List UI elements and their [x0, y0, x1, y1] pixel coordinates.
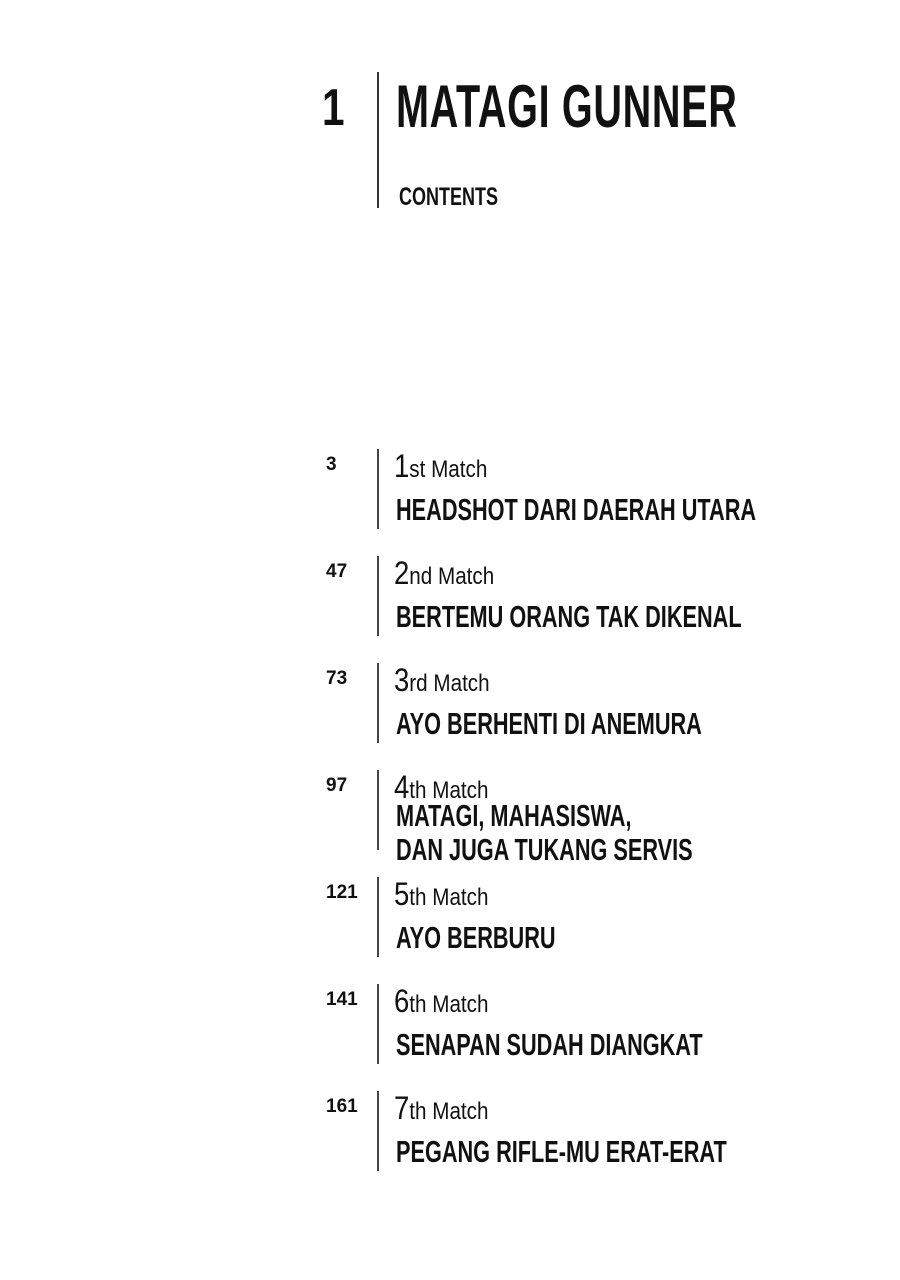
chapter-title-line: BERTEMU ORANG TAK DIKENAL	[396, 599, 742, 634]
match-suffix: st Match	[409, 456, 488, 483]
match-suffix: th Match	[409, 777, 489, 804]
chapter-title-line: HEADSHOT DARI DAERAH UTARA	[396, 492, 757, 527]
match-number: 6	[394, 983, 410, 1019]
chapter-title	[396, 1135, 727, 1169]
entry-divider	[377, 1091, 379, 1171]
page-number: 47	[326, 561, 348, 582]
chapter-title-line: SENAPAN SUDAH DIANGKAT	[396, 1027, 703, 1062]
chapter-title-line: DAN JUGA TUKANG SERVIS	[396, 832, 693, 867]
chapter-title	[396, 493, 756, 527]
chapter-title	[396, 799, 693, 867]
chapter-title-line: MATAGI, MAHASISWA,	[396, 798, 632, 833]
match-label	[394, 448, 487, 488]
page-number: 121	[326, 882, 358, 903]
match-number: 4	[394, 769, 410, 805]
chapter-title	[396, 707, 702, 741]
chapter-title	[396, 600, 742, 634]
match-suffix: th Match	[409, 884, 489, 911]
entry-divider	[377, 877, 379, 957]
volume-number: 1	[322, 79, 345, 137]
toc-entry[interactable]	[0, 1090, 900, 1170]
chapter-title-line: PEGANG RIFLE-MU ERAT-ERAT	[396, 1134, 727, 1169]
match-number: 2	[394, 555, 410, 591]
contents-header	[0, 0, 900, 240]
page-number: 97	[326, 775, 348, 796]
toc-entry[interactable]	[0, 662, 900, 742]
match-suffix: rd Match	[409, 670, 490, 697]
entry-divider	[377, 449, 379, 529]
chapter-title-line: AYO BERHENTI DI ANEMURA	[396, 706, 702, 741]
page-number: 3	[326, 454, 337, 475]
page-number: 161	[326, 1096, 358, 1117]
match-number: 5	[394, 876, 410, 912]
match-label	[394, 983, 488, 1023]
toc-entry[interactable]	[0, 448, 900, 528]
toc-entry[interactable]	[0, 769, 900, 867]
page-number: 73	[326, 668, 348, 689]
entry-divider	[377, 984, 379, 1064]
match-number: 1	[394, 448, 410, 484]
toc-entry[interactable]	[0, 876, 900, 956]
contents-label: CONTENTS	[399, 183, 498, 211]
entry-divider	[377, 770, 379, 850]
book-title: MATAGI GUNNER	[396, 73, 738, 140]
header-divider	[377, 72, 379, 208]
match-suffix: th Match	[409, 1098, 489, 1125]
page-number: 141	[326, 989, 358, 1010]
toc-entry[interactable]	[0, 555, 900, 635]
entry-divider	[377, 663, 379, 743]
match-suffix: nd Match	[409, 563, 495, 590]
entry-divider	[377, 556, 379, 636]
match-label	[394, 555, 494, 595]
chapter-title-line: AYO BERBURU	[396, 920, 556, 955]
match-number: 3	[394, 662, 410, 698]
match-suffix: th Match	[409, 991, 489, 1018]
chapter-title	[396, 1028, 703, 1062]
toc-entry[interactable]	[0, 983, 900, 1063]
match-label	[394, 876, 488, 916]
match-number: 7	[394, 1090, 410, 1126]
chapter-title	[396, 921, 556, 955]
match-label	[394, 662, 490, 702]
match-label	[394, 1090, 488, 1130]
